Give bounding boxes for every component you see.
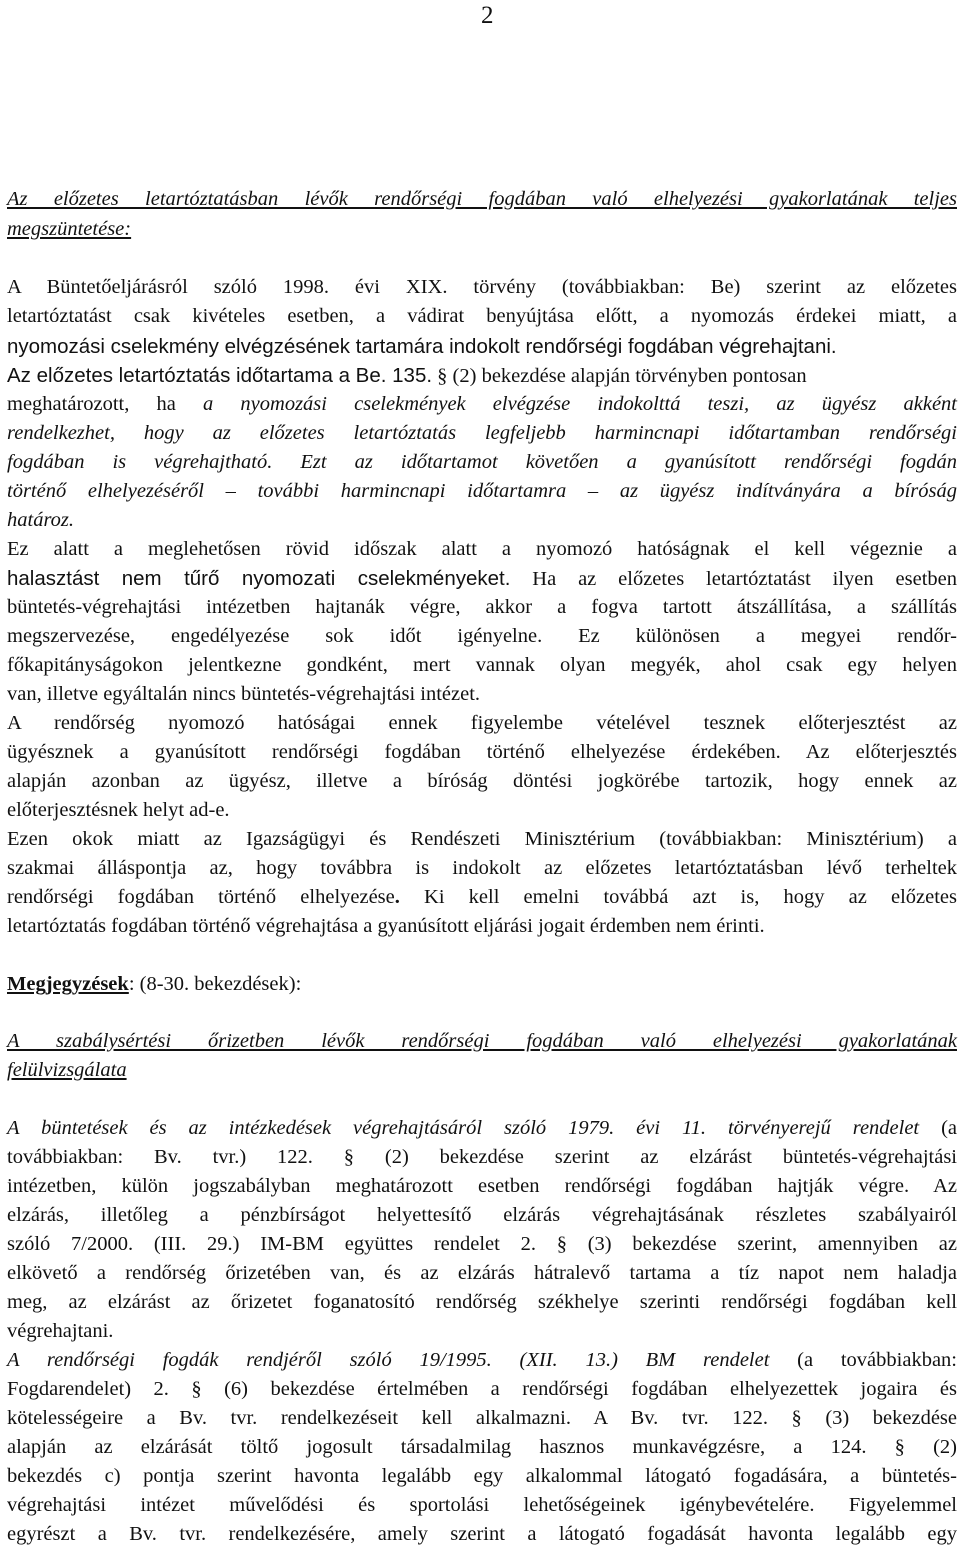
text-segment: kötelességeire a Bv. tvr. rendelkezéseit kell alkalmazni. A Bv. tvr. 122. § (3) bekezdése: [7, 1407, 957, 1429]
text-segment: megszervezése, engedélyezése sok időt igényelne. Ez különösen a megyei rendőr-: [7, 625, 957, 647]
text-line: [7, 825, 957, 854]
text-segment: Az előzetes letartóztatás időtartama a Be. 135.: [7, 364, 433, 387]
text-segment: Ki kell emelni továbbá azt is, hogy az előzetes: [399, 886, 958, 908]
text-line: [7, 1027, 957, 1056]
text-segment: § (2) bekezdése alapján törvényben pontosan: [432, 365, 807, 387]
text-segment: továbbiakban: Bv. tvr.) 122. § (2) bekezdése szerint az elzárást büntetés-végrehajtási: [7, 1146, 957, 1168]
text-line: [7, 302, 957, 331]
text-segment: alapján az elzárását töltő jogosult társadalmilag hasznos munkavégzésre, a 124. § (2): [7, 1436, 957, 1458]
text-line: [7, 1172, 957, 1201]
text-segment: végrehajtási intézet művelődési és sportolási lehetőségeinek igénybevételére. Figyelemmel: [7, 1494, 957, 1516]
text-line: [7, 1201, 957, 1230]
text-segment: büntetés-végrehajtási intézetben hajtanák végre, akkor a fogva tartott átszállítása, a szállítás: [7, 596, 957, 618]
text-segment: egyrészt a Bv. tvr. rendelkezésére, amely szerint a látogató fogadását havonta legalább egy: [7, 1523, 957, 1545]
text-line: [7, 273, 957, 302]
text-line: [7, 448, 957, 477]
text-line: [7, 1288, 957, 1317]
text-line: [7, 361, 957, 390]
text-segment: szakmai álláspontja az, hogy továbbra is indokolt az előzetes letartóztatásban lévő terheltek: [7, 857, 957, 879]
text-line: [7, 1346, 957, 1375]
text-line: [7, 1375, 957, 1404]
text-segment: letartóztatást csak kivételes esetben, a vádirat benyújtása előtt, a nyomozás érdekei miatt, a: [7, 305, 957, 327]
text-line: [7, 651, 957, 680]
text-segment: (a: [919, 1117, 957, 1139]
text-line: [7, 1259, 957, 1288]
text-line: [7, 622, 957, 651]
text-line: [7, 883, 957, 912]
text-segment: rendelkezhet, hogy az előzetes letartóztatás legfeljebb harmincnapi időtartamban rendőrségi: [7, 422, 957, 444]
text-line: [7, 767, 957, 796]
text-segment: történő elhelyezéséről – további harmincnapi időtartamra – az ügyész indítványára a bíróság: [7, 480, 957, 502]
text-segment: Az előzetes letartóztatásban lévők rendőrségi fogdában való elhelyezési gyakorlatának teljes: [7, 188, 957, 210]
text-line: [7, 796, 957, 825]
text-line: [7, 215, 957, 244]
text-segment: Megjegyzések: [7, 973, 129, 995]
text-line: [7, 1143, 957, 1172]
text-segment: A Büntetőeljárásról szóló 1998. évi XIX. törvény (továbbiakban: Be) szerint az előzetes: [7, 276, 957, 298]
text-segment: a nyomozási cselekmények elvégzése indokolttá teszi, az ügyész akként: [203, 393, 957, 415]
text-line: [7, 970, 957, 999]
text-segment: fogdában is végrehajtható.: [7, 451, 273, 473]
text-segment: megszüntetése:: [7, 218, 132, 240]
text-line: [7, 1404, 957, 1433]
text-segment: bekezdés c) pontja szerint havonta legalább egy alkalommal látogató fogadására, a büntetés-: [7, 1465, 957, 1487]
text-segment: Fogdarendelet) 2. § (6) bekezdése értelmében a rendőrségi fogdában elhelyezettek jogaira és: [7, 1378, 957, 1400]
text-segment: határoz.: [7, 509, 75, 531]
text-line: [7, 1114, 957, 1143]
text-segment: elzárás, illetőleg a pénzbírságot helyettesítő elzárás végrehajtásának részletes szabályairól: [7, 1204, 957, 1226]
text-segment: meghatározott, ha: [7, 393, 204, 415]
text-line: [7, 477, 957, 506]
text-segment: .: [394, 886, 400, 908]
text-line: [7, 709, 957, 738]
text-segment: Ha az előzetes letartóztatást ilyen esetben: [510, 568, 957, 590]
text-segment: szóló 7/2000. (III. 29.) IM-BM együttes rendelet 2. § (3) bekezdése szerint, amennyiben az: [7, 1233, 957, 1255]
page-number: 2: [481, 2, 494, 29]
text-segment: halasztást nem tűrő nyomozati cselekményeket.: [7, 567, 511, 590]
text-segment: (a továbbiakban:: [769, 1349, 957, 1371]
text-segment: : (8-30. bekezdések):: [128, 973, 302, 995]
text-line: [7, 1230, 957, 1259]
text-segment: felülvizsgálata: [7, 1059, 127, 1081]
text-segment: ügyésznek a gyanúsított rendőrségi fogdában történő elhelyezése érdekében. Az előterjesztés: [7, 741, 957, 763]
text-line: [7, 1317, 957, 1346]
text-segment: van, illetve egyáltalán nincs büntetés-végrehajtási intézet.: [7, 683, 481, 705]
text-segment: letartóztatás fogdában történő végrehajtása a gyanúsított eljárási jogait érdemben nem érinti.: [7, 915, 765, 937]
text-line: [7, 593, 957, 622]
text-segment: A szabálysértési őrizetben lévők rendőrségi fogdában való elhelyezési gyakorlatának: [7, 1030, 957, 1052]
text-segment: főkapitányságokon jelentkezne gondként, mert vannak olyan megyék, ahol csak egy helyen: [7, 654, 957, 676]
text-segment: A büntetések és az intézkedések végrehajtásáról szóló 1979. évi 11. törvényerejű rendelet: [7, 1117, 920, 1139]
text-segment: elkövető a rendőrség őrizetében van, és az elzárás hátralevő tartama a tíz napot nem haladja: [7, 1262, 957, 1284]
text-line: [7, 1520, 957, 1549]
text-line: [7, 854, 957, 883]
text-segment: meg, az elzárást az őrizetet foganatosító rendőrség székhelye szerinti rendőrségi fogdában kell: [7, 1291, 957, 1313]
text-segment: intézetben, külön jogszabályban meghatározott esetben rendőrségi fogdában hajtják végre. Az: [7, 1175, 957, 1197]
text-line: [7, 506, 957, 535]
text-line: [7, 1462, 957, 1491]
text-line: [7, 680, 957, 709]
text-segment: Ezen okok miatt az Igazságügyi és Rendészeti Minisztérium (továbbiakban: Minisztérium) a: [7, 828, 957, 850]
text-segment: végrehajtani.: [7, 1320, 114, 1342]
text-line: [7, 419, 957, 448]
text-segment: A rendőrségi fogdák rendjéről szóló 19/1995. (XII. 13.) BM rendelet: [7, 1349, 770, 1371]
text-segment: előterjesztésnek helyt ad-e.: [7, 799, 230, 821]
text-line: [7, 390, 957, 419]
text-line: [7, 912, 957, 941]
text-line: [7, 1491, 957, 1520]
text-segment: rendőrségi fogdában történő elhelyezése: [7, 886, 395, 908]
text-line: [7, 332, 957, 361]
text-segment: alapján azonban az ügyész, illetve a bíróság döntési jogkörébe tartozik, hogy ennek az: [7, 770, 957, 792]
text-line: [7, 535, 957, 564]
text-line: [7, 738, 957, 767]
text-segment: A rendőrség nyomozó hatóságai ennek figyelembe vételével tesznek előterjesztést az: [7, 712, 957, 734]
text-segment: Ez alatt a meglehetősen rövid időszak alatt a nyomozó hatóságnak el kell végeznie a: [7, 538, 957, 560]
text-segment: nyomozási cselekmény elvégzésének tartamára indokolt rendőrségi fogdában végrehajtani.: [7, 335, 837, 358]
text-segment: Ezt az időtartamot követően a gyanúsított rendőrségi fogdán: [272, 451, 957, 473]
text-line: [7, 564, 957, 593]
text-line: [7, 1433, 957, 1462]
text-line: [7, 1056, 957, 1085]
text-line: [7, 185, 957, 214]
